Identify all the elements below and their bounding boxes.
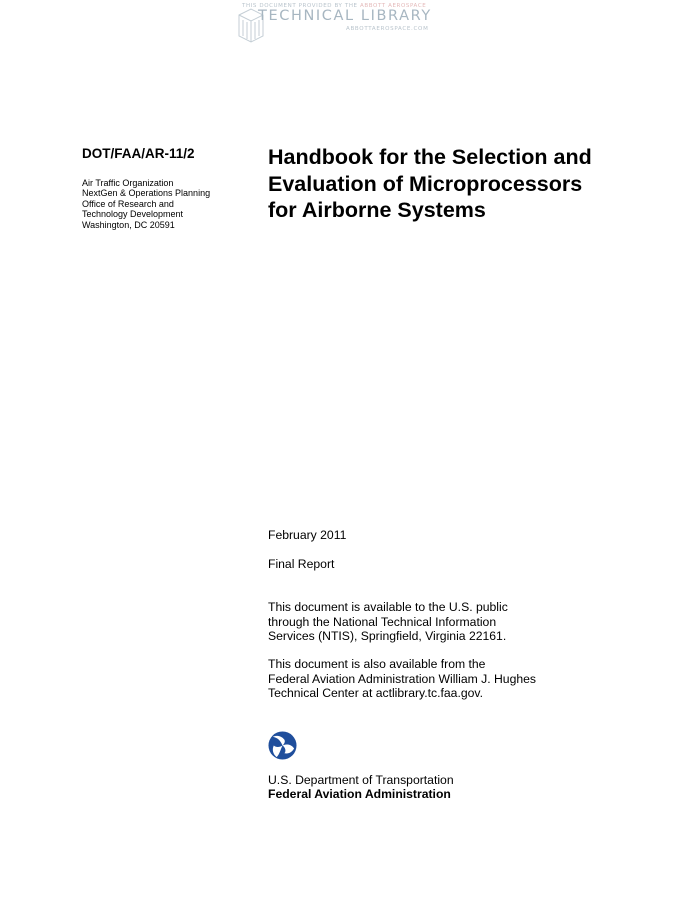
organization-line: Technology Development — [82, 209, 184, 220]
dot-triskelion-logo-icon — [268, 731, 297, 760]
watermark-url: ABBOTTAEROSPACE.COM — [346, 26, 429, 32]
availability-line: This document is available to the U.S. public — [268, 600, 508, 614]
organization-line: Washington, DC 20591 — [82, 219, 175, 230]
technical-library-watermark — [236, 2, 456, 46]
organization-line: Office of Research and — [82, 198, 174, 209]
watermark-abbott-aerospace: ABBOTT AEROSPACE — [360, 3, 427, 9]
availability-line: Federal Aviation Administration William J. Hughes — [268, 671, 537, 686]
organization-block — [82, 178, 252, 230]
agency-name: Federal Aviation Administration — [268, 787, 451, 801]
watermark-title: TECHNICAL LIBRARY — [258, 8, 432, 24]
report-number: DOT/FAA/AR-11/2 — [82, 146, 195, 161]
availability-line: through the National Technical Information — [268, 614, 497, 629]
title-line: for Airborne Systems — [268, 198, 486, 222]
availability-line: This document is also available from the — [268, 657, 486, 671]
organization-line: Air Traffic Organization — [82, 178, 174, 188]
title-line: Evaluation of Microprocessors — [268, 171, 583, 196]
availability-line: Services (NTIS), Springfield, Virginia 22161. — [268, 629, 507, 643]
watermark-provided-by-text: THIS DOCUMENT PROVIDED BY THE — [242, 3, 358, 9]
title-line: Handbook for the Selection and — [268, 145, 592, 169]
faa-availability-statement — [268, 657, 536, 701]
publication-date: February 2011 — [268, 528, 347, 542]
organization-line: NextGen & Operations Planning — [82, 188, 211, 199]
availability-line: Technical Center at actlibrary.tc.faa.gov. — [268, 686, 483, 700]
department-name: U.S. Department of Transportation — [268, 773, 454, 787]
ntis-availability-statement — [268, 600, 508, 644]
report-type: Final Report — [268, 557, 335, 571]
document-title — [268, 144, 688, 224]
